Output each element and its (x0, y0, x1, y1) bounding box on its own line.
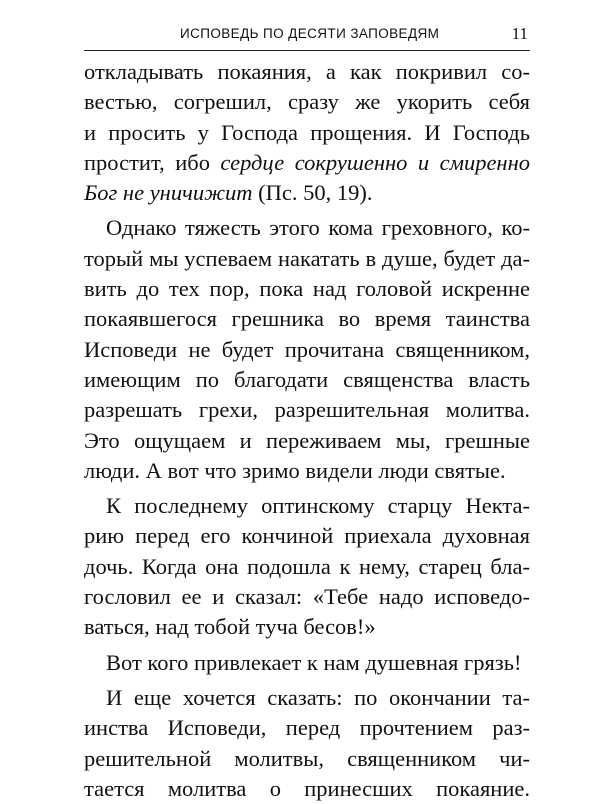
page-number: 11 (511, 24, 528, 43)
text-line: торый мы успеваем накатать в душе, будет да- (84, 245, 530, 271)
text-line: люди. А вот что зримо видели люди святые. (84, 457, 506, 483)
text-line: рию перед его кончиной приехала духовная (84, 523, 530, 549)
text-line: дочь. Когда она подошла к нему, старец бла- (84, 553, 530, 579)
text-line: тается молитва о принесших покаяние. (84, 775, 530, 801)
paragraph-3 (84, 491, 530, 642)
text-line: и просить у Господа прощения. И Господь (84, 119, 530, 145)
text-line: вить до тех пор, пока над головой искренне (84, 276, 530, 302)
paragraph-1 (84, 57, 530, 208)
paragraph-4 (84, 648, 530, 678)
text-line: Это ощущаем и переживаем мы, грешные (84, 427, 530, 453)
text-line: Вот кого привлекает к нам душевная грязь! (106, 649, 522, 675)
text-line: покаявшегося грешника во время таинства (84, 306, 530, 332)
paragraph-2 (84, 213, 530, 486)
paragraph-5 (84, 683, 530, 804)
text-line: откладывать покаяния, а как покривил со- (84, 59, 530, 84)
text-line: инства Исповеди, перед прочтением раз- (84, 715, 530, 741)
text-line: гословил ее и сказал: «Тебе надо исповедо- (84, 584, 530, 610)
text-line: вестью, согрешил, сразу же укорить себя (84, 89, 530, 115)
text-fragment: простит, ибо (84, 149, 221, 175)
running-header (84, 22, 530, 51)
running-title: ИСПОВЕДЬ ПО ДЕСЯТИ ЗАПОВЕДЯМ (180, 26, 440, 41)
text-line: Исповеди не будет прочитана священником, (84, 336, 530, 362)
text-line-with-quote (84, 178, 530, 208)
scripture-reference: (Пс. 50, 19). (252, 180, 373, 206)
book-page (84, 22, 530, 804)
scripture-quote: Бог не уничижит (84, 180, 253, 206)
scripture-quote: сердце сокрушенно и смиренно (220, 149, 530, 175)
text-line: К последнему оптинскому старцу Некта- (106, 493, 530, 519)
text-line: решительной молитвы, священником чи- (84, 745, 530, 771)
text-line: имеющим по благодати священства власть (84, 366, 530, 392)
body-text (84, 57, 530, 804)
text-line: ваться, над тобой туча бесов!» (84, 614, 376, 640)
text-line: И еще хочется сказать: по окончании та- (106, 684, 530, 710)
text-line: Однако тяжесть этого кома греховного, ко- (106, 215, 530, 241)
text-line: разрешать грехи, разрешительная молитва. (84, 397, 530, 423)
text-line-with-quote (84, 148, 530, 178)
